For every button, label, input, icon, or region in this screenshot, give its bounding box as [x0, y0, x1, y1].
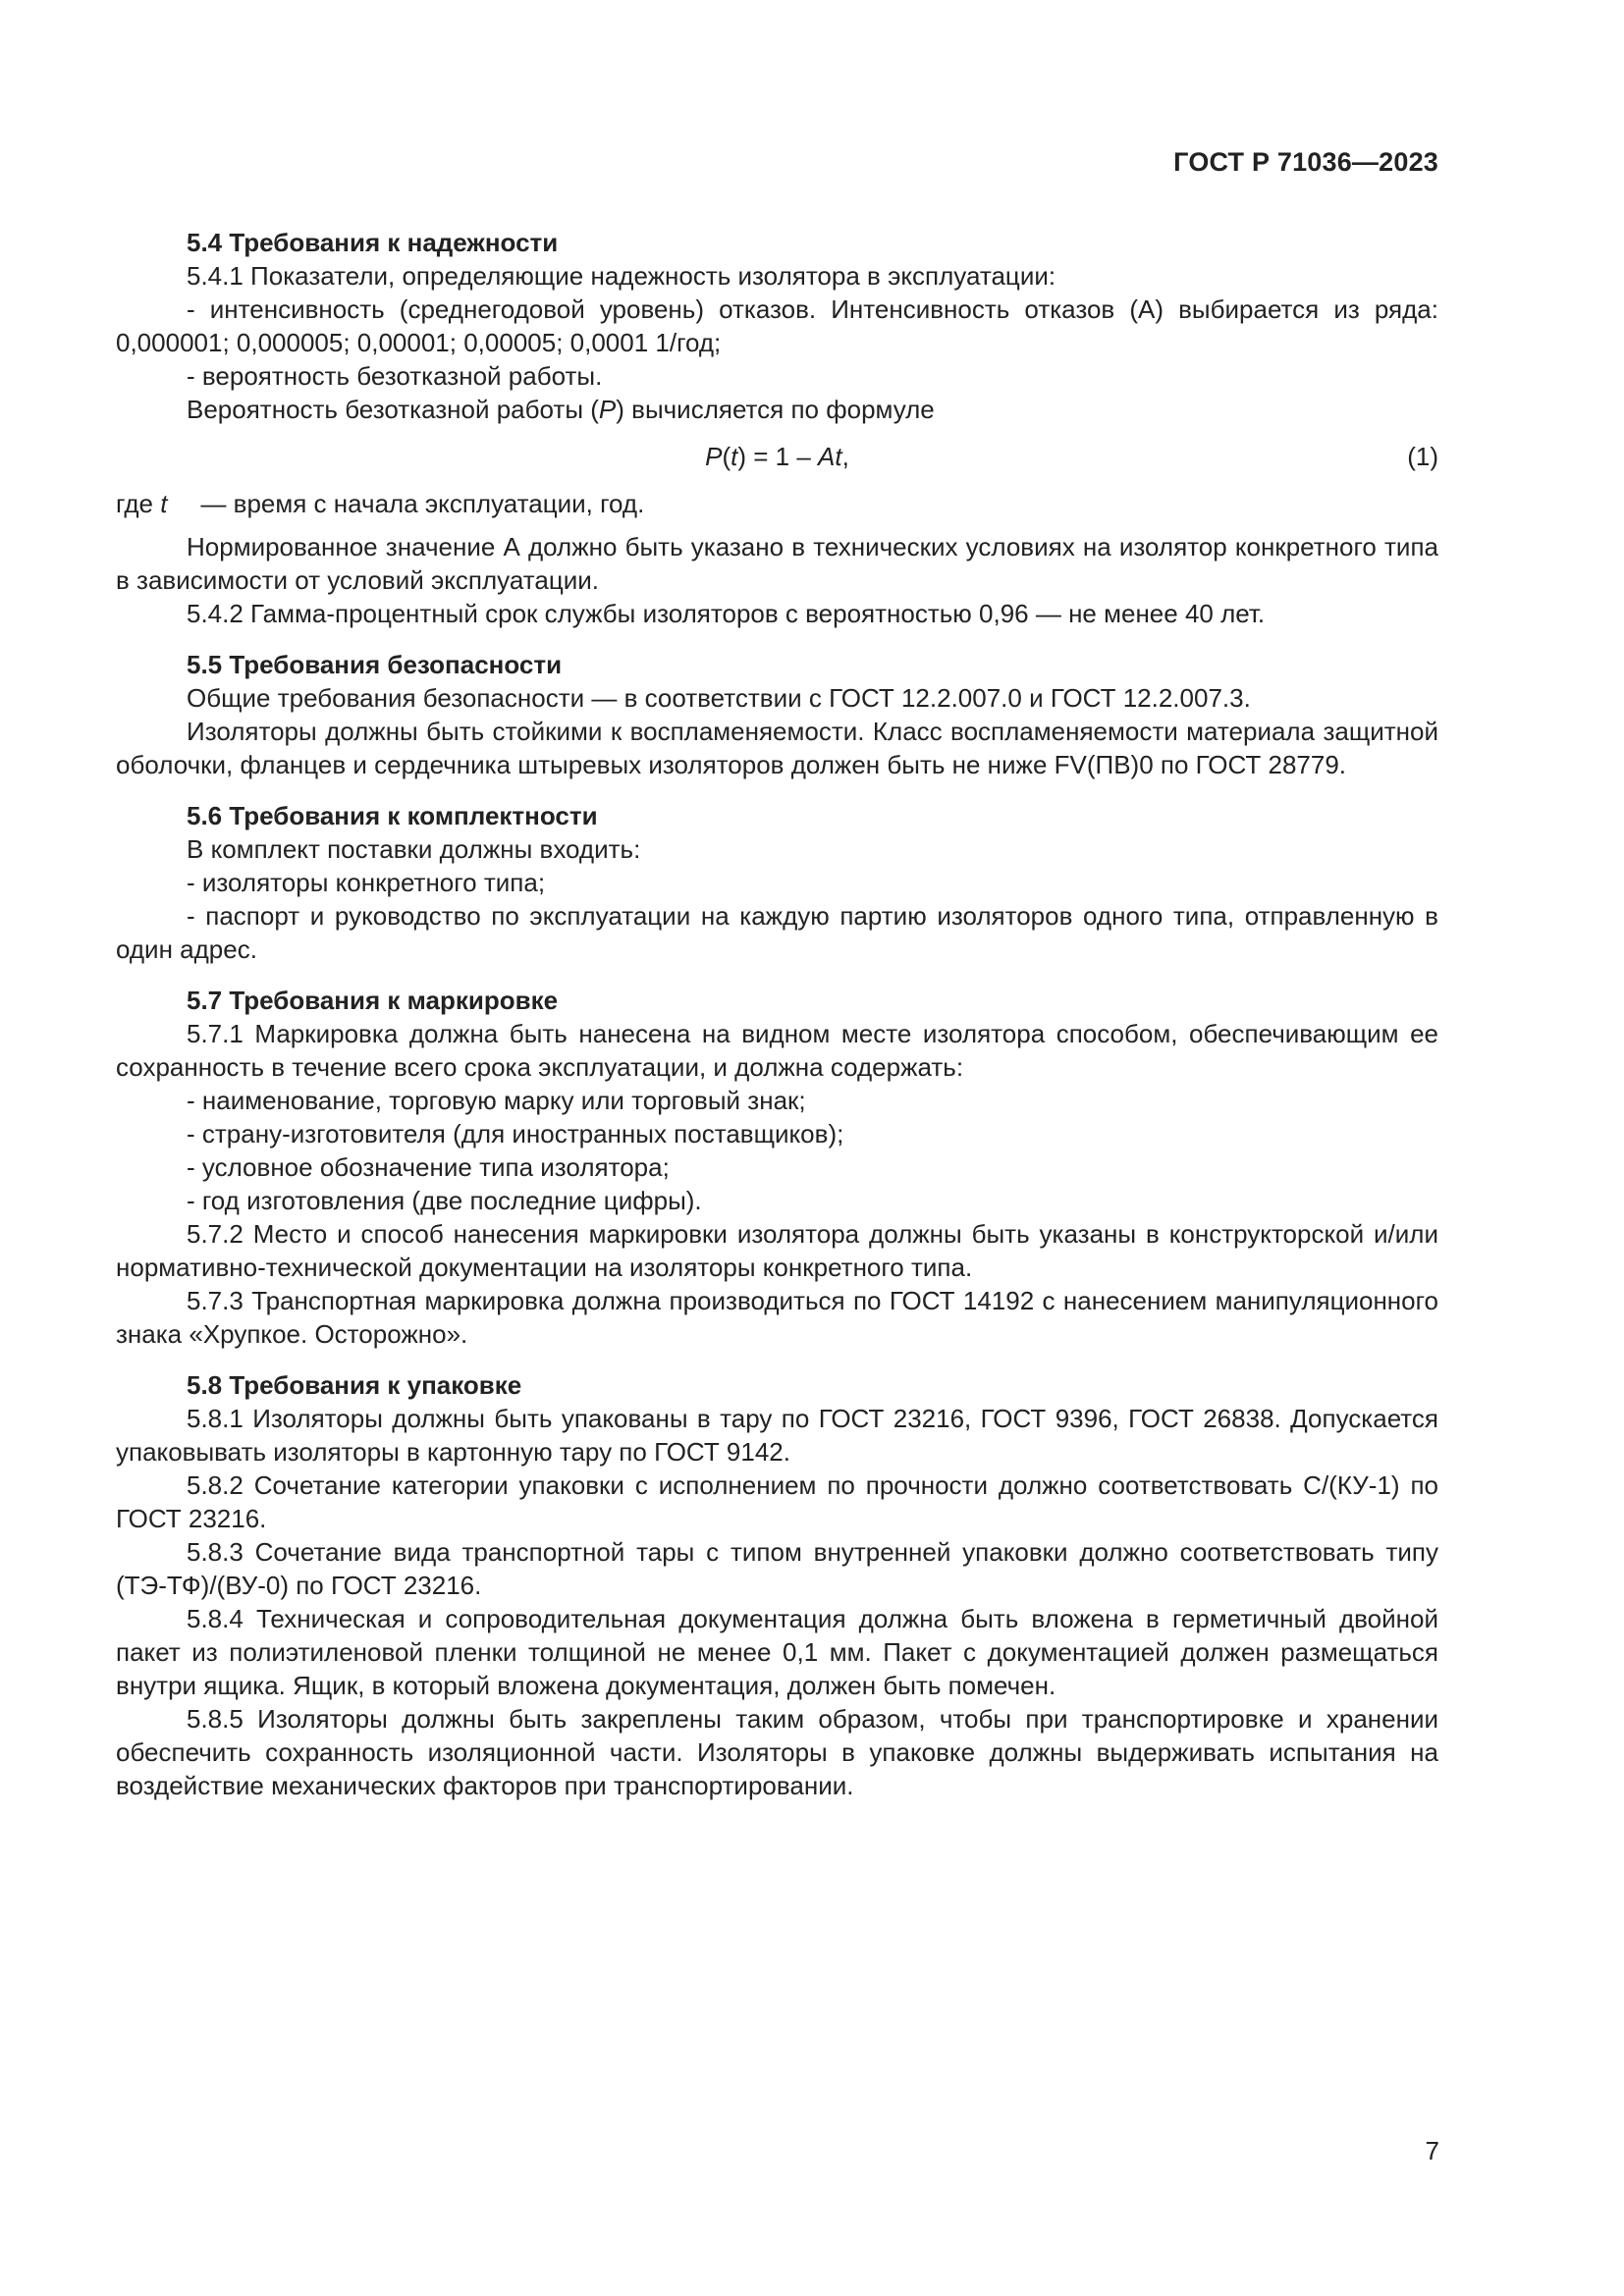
formula-paren: ( [722, 442, 731, 471]
paragraph: 5.7.1 Маркировка должна быть нанесена на видном месте изолятора способом, обеспечивающим ее сохранность в течение всего срока эксплуатации, и должна содержать: [116, 1019, 1438, 1082]
formula-var-t: t [835, 442, 842, 471]
paragraph [116, 393, 1438, 426]
paragraph: В комплект поставки должны входить: [187, 834, 641, 864]
formula-var-p: P [705, 442, 723, 471]
section-5-4 [116, 226, 1438, 630]
section-title: 5.7 Требования к маркировке [187, 986, 559, 1015]
document-body [116, 226, 1438, 1802]
section-5-6 [116, 799, 1438, 966]
list-item: - условное обозначение типа изолятора; [187, 1152, 670, 1182]
section-title: 5.4 Требования к надежности [187, 228, 559, 257]
section-title: 5.6 Требования к комплектности [187, 801, 598, 830]
list-item: - год изготовления (две последние цифры). [187, 1186, 702, 1215]
paragraph: - вероятность безотказной работы. [187, 361, 603, 391]
formula [116, 440, 1438, 473]
list-item: - изоляторы конкретного типа; [187, 868, 546, 897]
section-title: 5.8 Требования к упаковке [187, 1370, 522, 1400]
paragraph: 5.7.2 Место и способ нанесения маркировки изолятора должны быть указаны в конструкторской и/или нормативно-технической документации на изоляторы конкретного типа. [116, 1219, 1438, 1282]
formula-var-a: A [818, 442, 836, 471]
formula-number: (1) [1407, 442, 1438, 471]
formula-var-t: t [731, 442, 738, 471]
variable: P [598, 395, 617, 424]
formula-row [116, 440, 1438, 473]
where-variable: t [160, 489, 168, 518]
text-span: Вероятность безотказной работы ( [187, 395, 599, 424]
paragraph: 5.4.1 Показатели, определяющие надежность изолятора в эксплуатации: [187, 261, 1056, 291]
formula-paren: ) [737, 442, 747, 471]
section-5-5 [116, 648, 1438, 781]
document-header: ГОСТ Р 71036—2023 [1173, 147, 1438, 177]
paragraph: - интенсивность (среднегодовой уровень) отказов. Интенсивность отказов (А) выбирается из ряда: 0,000001; 0,000005; 0,00001; 0,00005; 0,0001 1/год; [116, 294, 1438, 357]
paragraph: Нормированное значение А должно быть указано в технических условиях на изолятор конкретного типа в зависимости от условий эксплуатации. [116, 532, 1438, 595]
paragraph: 5.4.2 Гамма-процентный срок службы изоляторов с вероятностью 0,96 — не менее 40 лет. [187, 599, 1266, 628]
list-item: - паспорт и руководство по эксплуатации на каждую партию изоляторов одного типа, отправленную в один адрес. [116, 901, 1438, 964]
page-number: 7 [1425, 2136, 1439, 2165]
section-title: 5.5 Требования безопасности [187, 650, 563, 679]
where-clause [116, 487, 1438, 520]
list-item: - страну-изготовителя (для иностранных поставщиков); [187, 1119, 844, 1148]
paragraph: 5.8.4 Техническая и сопроводительная документация должна быть вложена в герметичный двойной пакет из полиэтиленовой пленки толщиной не менее 0,1 мм. Пакет с документацией должен размещаться внутри ящика. Ящик, в который вложена документация, должен быть помечен. [116, 1604, 1438, 1700]
text-span: ) вычисляется по формуле [616, 395, 935, 424]
paragraph: Изоляторы должны быть стойкими к воспламеняемости. Класс воспламеняемости материала защитной оболочки, фланцев и сердечника штыревых изоляторов должен быть не ниже FV(ПВ)0 по ГОСТ 28779. [116, 717, 1438, 779]
paragraph: 5.8.1 Изоляторы должны быть упакованы в тару по ГОСТ 23216, ГОСТ 9396, ГОСТ 26838. Допускается упаковывать изоляторы в картонную тару по ГОСТ 9142. [116, 1404, 1438, 1467]
where-text: — время с начала эксплуатации, год. [200, 489, 645, 518]
paragraph: 5.7.3 Транспортная маркировка должна производиться по ГОСТ 14192 с нанесением манипуляционного знака «Хрупкое. Осторожно». [116, 1286, 1438, 1349]
formula-mid: = 1 – [746, 442, 819, 471]
formula-tail: , [841, 442, 849, 471]
section-5-8 [116, 1368, 1438, 1802]
section-5-7 [116, 984, 1438, 1351]
paragraph: 5.8.5 Изоляторы должны быть закреплены таким образом, чтобы при транспортировке и хранении обеспечить сохранность изоляционной части. Изоляторы в упаковке должны выдерживать испытания на воздействие механических факторов при транспортировании. [116, 1704, 1438, 1800]
paragraph: Общие требования безопасности — в соответствии с ГОСТ 12.2.007.0 и ГОСТ 12.2.007.3. [187, 683, 1251, 713]
paragraph: 5.8.3 Сочетание вида транспортной тары с типом внутренней упаковки должно соответствовать типу (ТЭ-ТФ)/(ВУ-0) по ГОСТ 23216. [116, 1537, 1438, 1600]
list-item: - наименование, торговую марку или торговый знак; [187, 1086, 806, 1115]
paragraph: 5.8.2 Сочетание категории упаковки с исполнением по прочности должно соответствовать С/(КУ-1) по ГОСТ 23216. [116, 1470, 1438, 1533]
where-label: где [116, 489, 153, 518]
